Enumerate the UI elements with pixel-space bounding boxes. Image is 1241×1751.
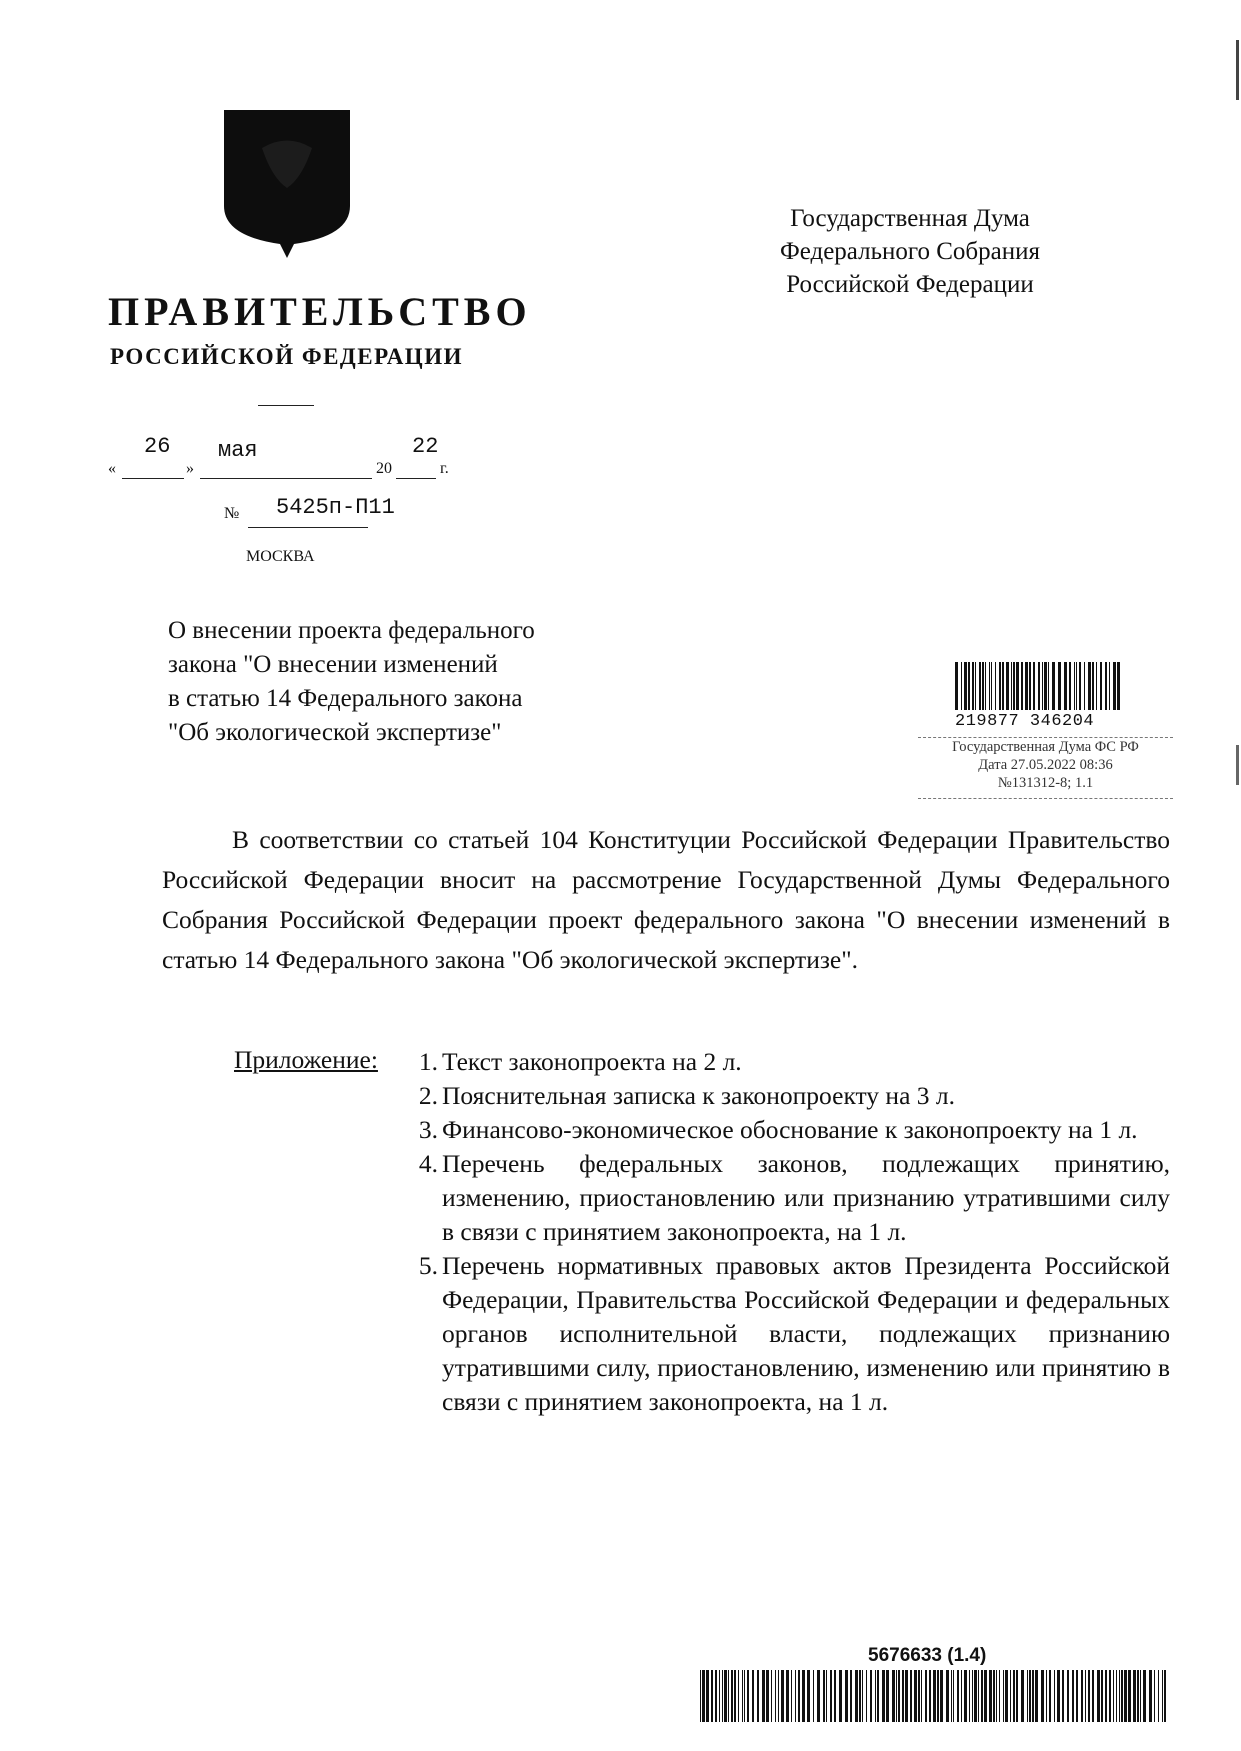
org-title: ПРАВИТЕЛЬСТВО <box>108 289 532 334</box>
barcode-bar <box>766 1670 769 1722</box>
city: МОСКВА <box>246 548 315 565</box>
barcode-bar <box>866 1670 867 1722</box>
subject-line: закона "О внесении изменений <box>168 651 498 678</box>
barcode-bar <box>989 662 990 710</box>
barcode-bar <box>1133 1670 1136 1722</box>
list-item <box>404 1045 1170 1079</box>
barcode-bar <box>875 1670 876 1722</box>
addressee-line: Федерального Собрания <box>779 238 1041 265</box>
barcode-bar <box>961 662 962 710</box>
barcode-bar <box>925 1670 927 1722</box>
barcode-bar <box>1162 1670 1163 1722</box>
barcode-bar <box>1124 1670 1127 1722</box>
barcode-bar <box>711 1670 713 1722</box>
barcode-bar <box>715 1670 717 1722</box>
list-item-number: 2. <box>418 1081 438 1110</box>
barcode-bar <box>786 1670 789 1722</box>
barcode-bar <box>1035 1670 1038 1722</box>
barcode-bar <box>1046 1670 1047 1722</box>
barcode-bar <box>775 1670 776 1722</box>
barcode-bar <box>731 1670 733 1722</box>
barcode-bar <box>1143 1670 1146 1722</box>
stamp-date: Дата 27.05.2022 08:36 <box>978 757 1113 773</box>
barcode-bar <box>996 1670 997 1722</box>
barcode-bar <box>1100 662 1102 710</box>
barcode-bar <box>817 1670 820 1722</box>
barcode-bar <box>1016 1670 1018 1722</box>
list-item-number: 4. <box>418 1149 438 1178</box>
barcode-bar <box>1042 662 1043 710</box>
barcode-bar <box>839 1670 842 1722</box>
barcode-bar <box>1119 1670 1120 1722</box>
barcode-bar <box>1029 1670 1031 1722</box>
barcode-bar <box>995 662 996 710</box>
barcode-bar <box>1027 1670 1028 1722</box>
barcode-bar <box>961 1670 962 1722</box>
barcode-bar <box>937 1670 939 1722</box>
barcode-bar <box>1158 1670 1159 1722</box>
barcode-bar <box>1092 662 1094 710</box>
addressee-line: Российской Федерации <box>786 271 1034 298</box>
list-item-text: Перечень нормативных правовых актов Президента Российской Федерации, Правительства Российской Федерации и федеральных органов исполнительной власти, подлежащих признанию утратившими силу, приостановлению, изменению или принятию в связи с принятием законопроекта, на 1 л. <box>442 1251 1170 1416</box>
barcode-bar <box>1038 662 1040 710</box>
barcode-bar <box>892 1670 895 1722</box>
barcode-bar <box>1117 662 1120 710</box>
barcode-bar <box>1003 1670 1004 1722</box>
barcode-bar <box>1006 662 1009 710</box>
barcode-bar <box>1149 1670 1152 1722</box>
barcode-bar <box>870 1670 872 1722</box>
barcode-bar <box>1109 662 1110 710</box>
barcode-bar <box>982 662 984 710</box>
barcode-bar <box>1021 662 1023 710</box>
barcode-bar <box>1002 662 1004 710</box>
barcode-bar <box>957 1670 959 1722</box>
barcode-bar <box>984 1670 987 1722</box>
barcode-bar <box>1048 662 1049 710</box>
list-item <box>404 1079 1170 1113</box>
addressee-block <box>760 202 1060 301</box>
barcode-bar <box>1116 1670 1117 1722</box>
barcode-bar <box>921 1670 922 1722</box>
barcode-bar <box>826 1670 827 1722</box>
subject-line: в статью 14 Федерального закона <box>168 685 523 712</box>
barcode-bar <box>910 1670 912 1722</box>
barcode-bar <box>1021 1670 1024 1722</box>
barcode-bar <box>802 1670 805 1722</box>
barcode-bar <box>1069 662 1071 710</box>
barcode-bar <box>1081 1670 1083 1722</box>
barcode-bar <box>1113 1670 1114 1722</box>
barcode-bar <box>1062 1670 1064 1722</box>
barcode-bar <box>700 1670 701 1722</box>
barcode-bar <box>979 662 981 710</box>
barcode-bar <box>999 662 1001 710</box>
barcode-bar <box>1076 1670 1078 1722</box>
barcode-bar <box>1052 662 1055 710</box>
barcode-bar <box>1044 662 1047 710</box>
list-item <box>404 1147 1170 1249</box>
barcode-bar <box>1079 662 1081 710</box>
barcode-bar <box>771 1670 772 1722</box>
barcode-bar <box>1121 1670 1123 1722</box>
barcode-bar <box>1137 1670 1139 1722</box>
barcode-bar <box>742 1670 743 1722</box>
subject-line: О внесении проекта федерального <box>168 617 535 644</box>
barcode-bar <box>830 1670 832 1722</box>
barcode-bar <box>905 1670 908 1722</box>
barcode-bar <box>981 1670 983 1722</box>
barcode-bar <box>738 1670 739 1722</box>
barcode-bar <box>898 1670 900 1722</box>
barcode-bar <box>1025 662 1028 710</box>
barcode-bar <box>989 1670 992 1722</box>
barcode-bar <box>724 1670 727 1722</box>
barcode-bar <box>993 1670 995 1722</box>
barcode-bar <box>1128 1670 1131 1722</box>
date-year: 22 <box>412 434 439 459</box>
body-paragraph: В соответствии со статьей 104 Конституции Российской Федерации Правительство Российской Федерации вносит на рассмотрение Государственной Думы Федерального Собрания Российской Федерации проект федерального закона "О внесении изменений в статью 14 Федерального закона "Об экологической экспертизе". <box>162 825 1170 974</box>
barcode-bar <box>1013 662 1015 710</box>
barcode-bar <box>1010 1670 1011 1722</box>
barcode-bar <box>1101 1670 1103 1722</box>
barcode-bar <box>834 1670 836 1722</box>
barcode-bar <box>969 1670 970 1722</box>
barcode-bar <box>747 1670 749 1722</box>
stamp-org: Государственная Дума ФС РФ <box>952 739 1139 755</box>
barcode-bar <box>978 1670 979 1722</box>
barcode-bar <box>1105 1670 1107 1722</box>
document-number <box>224 495 444 535</box>
barcode-bar <box>1057 1670 1060 1722</box>
enclosures-list <box>404 1045 1170 1419</box>
barcode-bar <box>1076 662 1077 710</box>
subject-block <box>168 614 535 750</box>
number-value: 5425п-П11 <box>276 495 395 520</box>
barcode-bar <box>1058 662 1061 710</box>
barcode-bar <box>882 1670 885 1722</box>
date-day: 26 <box>144 434 171 459</box>
barcode-bar <box>999 1670 1000 1722</box>
barcode-bar <box>953 1670 954 1722</box>
barcode-bar <box>968 662 970 710</box>
barcode-bar <box>862 1670 863 1722</box>
barcode-bar <box>795 1670 796 1722</box>
enclosures-label: Приложение: <box>234 1045 378 1074</box>
barcode-bar <box>933 1670 936 1722</box>
barcode-bar <box>762 1670 765 1722</box>
barcode-bar <box>807 1670 810 1722</box>
barcode-bar <box>859 1670 861 1722</box>
addressee-line: Государственная Дума <box>790 205 1030 232</box>
barcode-bar <box>1067 1670 1069 1722</box>
barcode-bar <box>929 1670 931 1722</box>
org-subtitle: РОССИЙСКОЙ ФЕДЕРАЦИИ <box>110 344 463 369</box>
barcode-bar <box>1005 1670 1008 1722</box>
list-item-text: Финансово-экономическое обоснование к законопроекту на 1 л. <box>442 1115 1138 1144</box>
barcode-bar <box>902 1670 904 1722</box>
barcode-bar <box>1113 662 1116 710</box>
list-item-number: 3. <box>418 1115 438 1144</box>
barcode-bar <box>886 1670 889 1722</box>
date-line <box>108 430 468 480</box>
barcode-bar <box>991 662 992 710</box>
barcode-bar <box>1074 662 1075 710</box>
barcode-bar <box>1033 662 1035 710</box>
barcode-bar <box>1054 1670 1055 1722</box>
barcode-bar <box>1088 662 1091 710</box>
barcode-bar <box>1049 1670 1051 1722</box>
barcode-bar <box>1064 662 1067 710</box>
barcode-bar <box>914 1670 917 1722</box>
date-year-suffix: г. <box>440 460 449 477</box>
barcode-bar <box>1154 1670 1155 1722</box>
barcode-bar <box>791 1670 792 1722</box>
barcode-bar <box>1096 662 1097 710</box>
barcode-bar <box>1105 662 1107 710</box>
barcode-bar <box>1084 662 1085 710</box>
barcode-bar <box>778 1670 779 1722</box>
barcode-bar <box>877 1670 879 1722</box>
barcode-bar <box>1097 1670 1100 1722</box>
barcode-bar <box>1011 662 1012 710</box>
barcode-bar <box>985 662 986 710</box>
list-item-text: Перечень федеральных законов, подлежащих принятию, изменению, приостановлению или признанию утратившими силу в связи с принятием законопроекта, на 1 л. <box>442 1149 1170 1246</box>
barcode-bar <box>719 1670 720 1722</box>
barcode-bar <box>946 1670 949 1722</box>
header-separator <box>258 405 314 406</box>
barcode-bar <box>974 1670 977 1722</box>
barcode-bar <box>896 1670 897 1722</box>
barcode-bar <box>1072 1670 1074 1722</box>
barcode-bar <box>722 1670 723 1722</box>
scan-edge-mark <box>1236 40 1239 100</box>
barcode-bar <box>1109 1670 1111 1722</box>
barcode-bar <box>951 1670 952 1722</box>
list-item-text: Текст законопроекта на 2 л. <box>442 1047 742 1076</box>
barcode-bar <box>955 662 958 710</box>
barcode-bar <box>706 1670 709 1722</box>
subject-line: "Об экологической экспертизе" <box>168 719 502 746</box>
list-item <box>404 1249 1170 1419</box>
barcode-bar <box>1032 1670 1034 1722</box>
list-item-number: 1. <box>418 1047 438 1076</box>
barcode-bar <box>940 1670 943 1722</box>
footer-barcode <box>700 1670 1170 1722</box>
barcode-bar <box>781 1670 784 1722</box>
barcode-bar <box>752 1670 754 1722</box>
barcode-bar <box>1088 1670 1090 1722</box>
barcode-bar <box>798 1670 800 1722</box>
barcode-bar <box>1140 1670 1141 1722</box>
barcode-bar <box>972 1670 973 1722</box>
barcode-bar <box>813 1670 814 1722</box>
barcode-bar <box>918 1670 920 1722</box>
barcode-bar <box>975 662 976 710</box>
list-item-number: 5. <box>418 1251 438 1280</box>
number-label: № <box>224 505 240 522</box>
list-item-text: Пояснительная записка к законопроекту на 3 л. <box>442 1081 955 1110</box>
scan-edge-mark <box>1236 745 1239 785</box>
barcode-bar <box>744 1670 745 1722</box>
barcode-bar <box>845 1670 848 1722</box>
stamp-number: №131312-8; 1.1 <box>997 775 1094 791</box>
barcode-bar <box>1016 662 1019 710</box>
barcode-bar <box>964 1670 967 1722</box>
barcode-bar <box>757 1670 759 1722</box>
date-close-quote: » <box>186 460 194 477</box>
barcode-bar <box>972 662 974 710</box>
barcode-bar <box>728 1670 729 1722</box>
barcode-bar <box>1013 1670 1015 1722</box>
barcode-bar <box>850 1670 852 1722</box>
barcode-bar <box>702 1670 705 1722</box>
barcode-bar <box>1164 1670 1166 1722</box>
barcode-bar <box>1029 662 1031 710</box>
date-year-prefix: 20 <box>376 460 392 477</box>
barcode-bar <box>1092 1670 1094 1722</box>
coat-of-arms-emblem <box>222 108 352 258</box>
list-item <box>404 1113 1170 1147</box>
barcode-bar <box>1041 1670 1044 1722</box>
date-month: мая <box>218 438 258 463</box>
date-open-quote: « <box>108 460 116 477</box>
footer-doc-code: 5676633 (1.4) <box>868 1645 987 1666</box>
barcode-bar <box>1085 1670 1086 1722</box>
registration-stamp <box>918 737 1173 799</box>
barcode-bar <box>855 1670 858 1722</box>
barcode-bar <box>734 1670 736 1722</box>
barcode-bar <box>964 662 967 710</box>
barcode-digits: 219877 346204 <box>955 712 1095 731</box>
barcode-bar <box>823 1670 825 1722</box>
